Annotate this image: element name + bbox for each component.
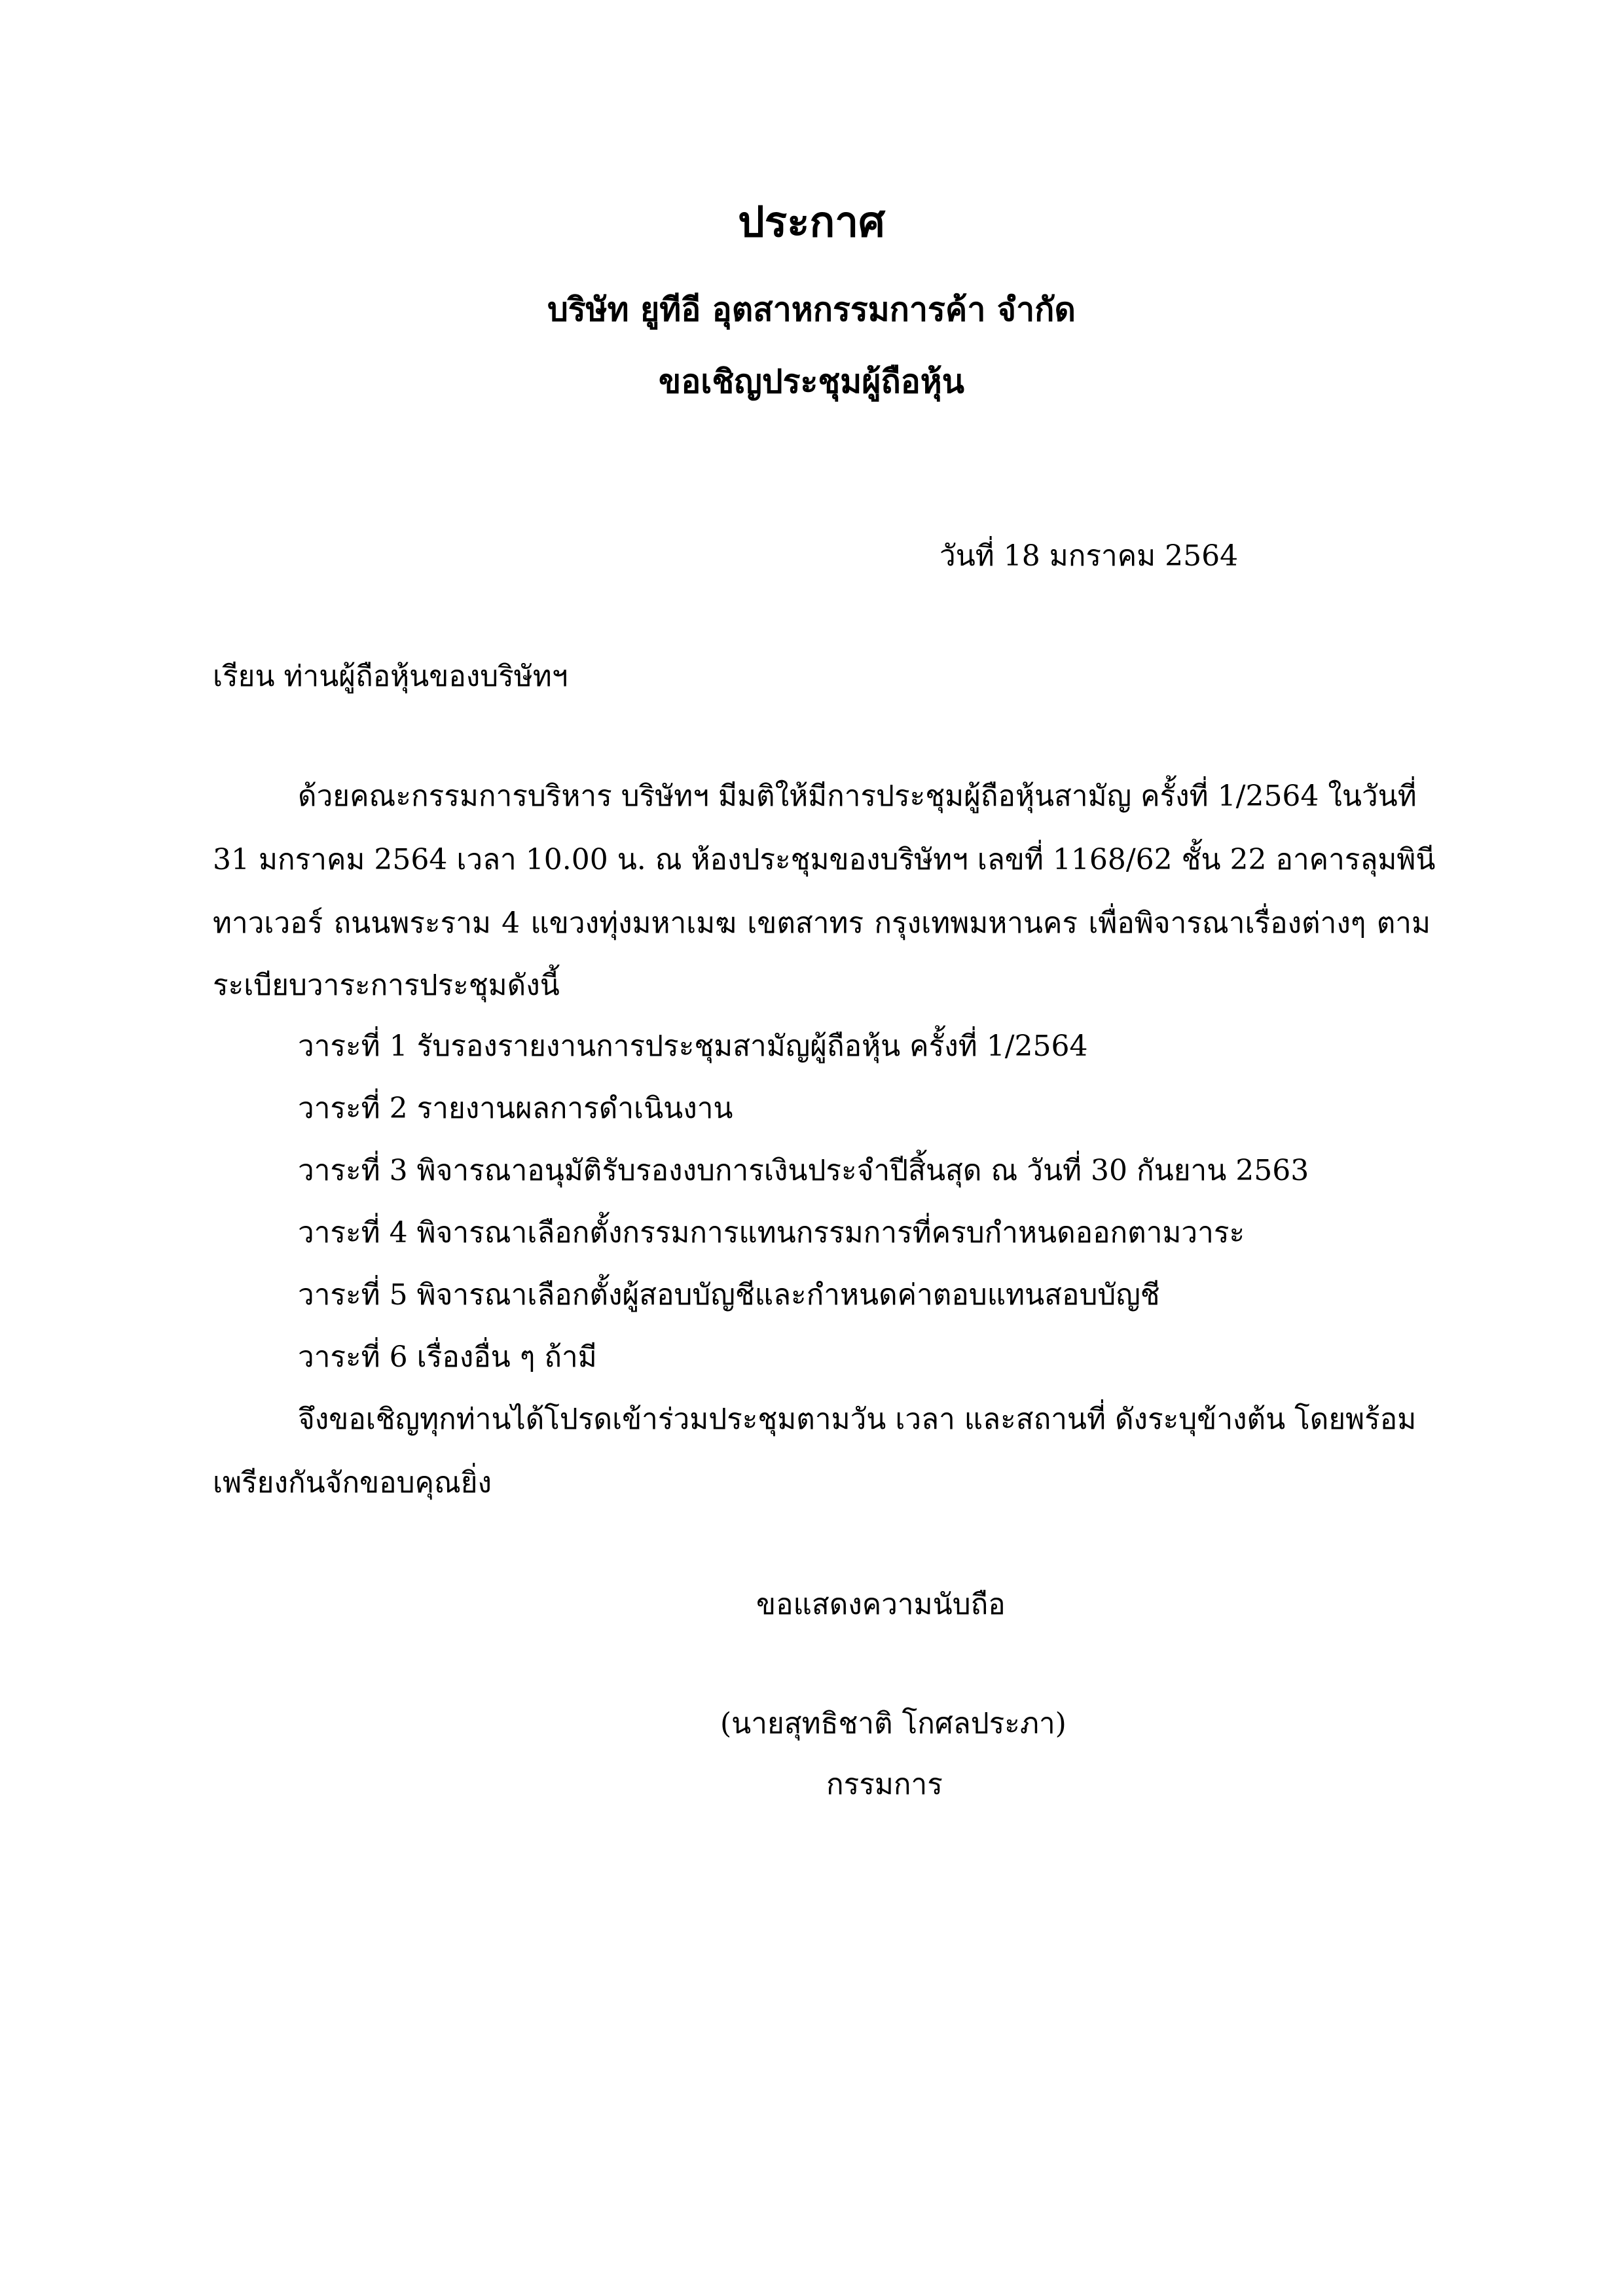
signatory-position: กรรมการ (826, 1768, 943, 1801)
intro-line: ระเบียบวาระการประชุมดังนี้ (213, 969, 560, 1002)
intro-line: 31 มกราคม 2564 เวลา 10.00 น. ณ ห้องประชุมของบริษัทฯ เลขที่ 1168/62 ชั้น 22 อาคารลุมพินี (213, 843, 1436, 876)
intro-line: ทาวเวอร์ ถนนพระราม 4 แขวงทุ่งมหาเมฆ เขตสาทร กรุงเทพมหานคร เพื่อพิจารณาเรื่องต่างๆ ตาม (213, 906, 1431, 940)
announcement-subject: ขอเชิญประชุมผู้ถือหุ้น (659, 362, 964, 401)
signatory-name: (นายสุทธิชาติ โกศลประภา) (720, 1707, 1067, 1740)
announcement-title: ประกาศ (738, 198, 885, 247)
agenda-item: วาระที่ 1 รับรองรายงานการประชุมสามัญผู้ถือหุ้น ครั้งที่ 1/2564 (298, 1030, 1088, 1063)
announcement-date: วันที่ 18 มกราคม 2564 (939, 539, 1239, 573)
agenda-item: วาระที่ 3 พิจารณาอนุมัติรับรองงบการเงินประจำปีสิ้นสุด ณ วันที่ 30 กันยาน 2563 (298, 1154, 1309, 1187)
company-name: บริษัท ยูทีอี อุตสาหกรรมการค้า จำกัด (547, 290, 1076, 329)
intro-line: ด้วยคณะกรรมการบริหาร บริษัทฯ มีมติให้มีการประชุมผู้ถือหุ้นสามัญ ครั้งที่ 1/2564 ในวันที่ (298, 780, 1417, 813)
closing-regards: ขอแสดงความนับถือ (756, 1588, 1006, 1621)
salutation: เรียน ท่านผู้ถือหุ้นของบริษัทฯ (213, 660, 568, 693)
agenda-item: วาระที่ 6 เรื่องอื่น ๆ ถ้ามี (298, 1340, 597, 1374)
closing-line: เพรียงกันจักขอบคุณยิ่ง (213, 1466, 492, 1499)
agenda-item: วาระที่ 2 รายงานผลการดำเนินงาน (298, 1092, 733, 1125)
closing-line: จึงขอเชิญทุกท่านได้โปรดเข้าร่วมประชุมตามวัน เวลา และสถานที่ ดังระบุข้างต้น โดยพร้อม (298, 1403, 1417, 1436)
agenda-item: วาระที่ 5 พิจารณาเลือกตั้งผู้สอบบัญชีและกำหนดค่าตอบแทนสอบบัญชี (298, 1278, 1160, 1312)
agenda-item: วาระที่ 4 พิจารณาเลือกตั้งกรรมการแทนกรรมการที่ครบกำหนดออกตามวาระ (298, 1216, 1245, 1249)
